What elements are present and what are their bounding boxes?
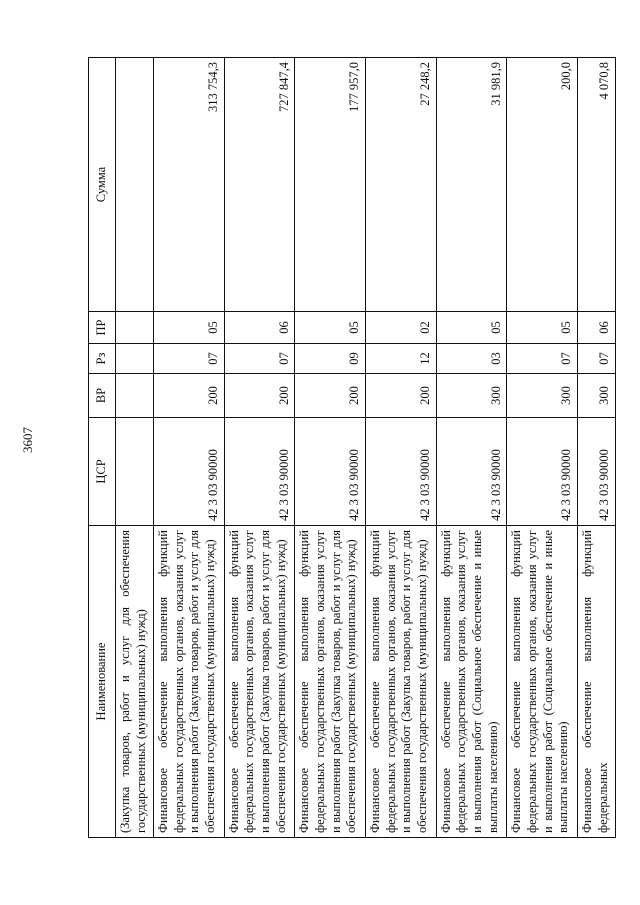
- table-header-row: [89, 58, 116, 838]
- row-sum: 313 754,3: [153, 58, 224, 312]
- row-pr: 05: [507, 312, 578, 344]
- row-rz: 07: [224, 344, 295, 374]
- budget-table: [88, 57, 616, 838]
- header-csr: ЦСР: [89, 418, 116, 526]
- row-pr: 05: [295, 312, 366, 344]
- row-csr: 42 3 03 90000: [507, 418, 578, 526]
- row-rz: 07: [507, 344, 578, 374]
- row-name: (Закупка товаров, работ и услуг для обеспечения государственных (муниципальных) нужд): [116, 526, 154, 838]
- header-vr: ВР: [89, 374, 116, 418]
- row-csr: 42 3 03 90000: [365, 418, 436, 526]
- header-name: Наименование: [89, 526, 116, 838]
- row-csr: 42 3 03 90000: [153, 418, 224, 526]
- header-sum: Сумма: [89, 58, 116, 312]
- row-name: Финансовое обеспечение выполнения функций федеральных государственных органов, оказания услуг и выполнения работ (Закупка товаров, работ и услуг для обеспечения государственных (муниципальных) нужд): [295, 526, 366, 838]
- row-vr: [116, 374, 154, 418]
- row-sum: 27 248,2: [365, 58, 436, 312]
- row-vr: 200: [153, 374, 224, 418]
- row-pr: 02: [365, 312, 436, 344]
- table-row: [153, 58, 224, 838]
- row-sum: 4 070,8: [577, 58, 615, 312]
- row-csr: 42 3 03 90000: [224, 418, 295, 526]
- header-rz: Рз: [89, 344, 116, 374]
- row-sum: 727 847,4: [224, 58, 295, 312]
- row-sum: 31 981,9: [436, 58, 507, 312]
- row-pr: 06: [577, 312, 615, 344]
- row-rz: 09: [295, 344, 366, 374]
- row-pr: 06: [224, 312, 295, 344]
- table-row: [577, 58, 615, 838]
- row-vr: 200: [365, 374, 436, 418]
- row-name: Финансовое обеспечение выполнения функций федеральных государственных органов, оказания услуг и выполнения работ (Закупка товаров, работ и услуг для обеспечения государственных (муниципальных) нужд): [224, 526, 295, 838]
- row-name: Финансовое обеспечение выполнения функций федеральных государственных органов, оказания услуг и выполнения работ (Социальное обеспечение и иные выплаты населению): [436, 526, 507, 838]
- table-row: [116, 58, 154, 838]
- row-rz: 12: [365, 344, 436, 374]
- row-pr: 05: [153, 312, 224, 344]
- row-pr: 05: [436, 312, 507, 344]
- row-name: Финансовое обеспечение выполнения функций федеральных: [577, 526, 615, 838]
- row-sum: 200,0: [507, 58, 578, 312]
- row-name: Финансовое обеспечение выполнения функций федеральных государственных органов, оказания услуг и выполнения работ (Закупка товаров, работ и услуг для обеспечения государственных (муниципальных) нужд): [365, 526, 436, 838]
- table-row: [295, 58, 366, 838]
- row-rz: [116, 344, 154, 374]
- row-csr: [116, 418, 154, 526]
- row-vr: 200: [224, 374, 295, 418]
- rotated-table-wrapper: [88, 58, 616, 838]
- row-sum: [116, 58, 154, 312]
- table-row: [436, 58, 507, 838]
- row-sum: 177 957,0: [295, 58, 366, 312]
- row-csr: 42 3 03 90000: [295, 418, 366, 526]
- row-name: Финансовое обеспечение выполнения функций федеральных государственных органов, оказания услуг и выполнения работ (Социальное обеспечение и иные выплаты населению): [507, 526, 578, 838]
- table-row: [365, 58, 436, 838]
- row-name: Финансовое обеспечение выполнения функций федеральных государственных органов, оказания услуг и выполнения работ (Закупка товаров, работ и услуг для обеспечения государственных (муниципальных) нужд): [153, 526, 224, 838]
- row-vr: 300: [577, 374, 615, 418]
- row-csr: 42 3 03 90000: [577, 418, 615, 526]
- row-vr: 200: [295, 374, 366, 418]
- table-row: [224, 58, 295, 838]
- row-csr: 42 3 03 90000: [436, 418, 507, 526]
- row-vr: 300: [507, 374, 578, 418]
- row-vr: 300: [436, 374, 507, 418]
- row-rz: 07: [577, 344, 615, 374]
- row-pr: [116, 312, 154, 344]
- page-number: 3607: [20, 427, 35, 453]
- row-rz: 03: [436, 344, 507, 374]
- table-row: [507, 58, 578, 838]
- header-pr: ПР: [89, 312, 116, 344]
- row-rz: 07: [153, 344, 224, 374]
